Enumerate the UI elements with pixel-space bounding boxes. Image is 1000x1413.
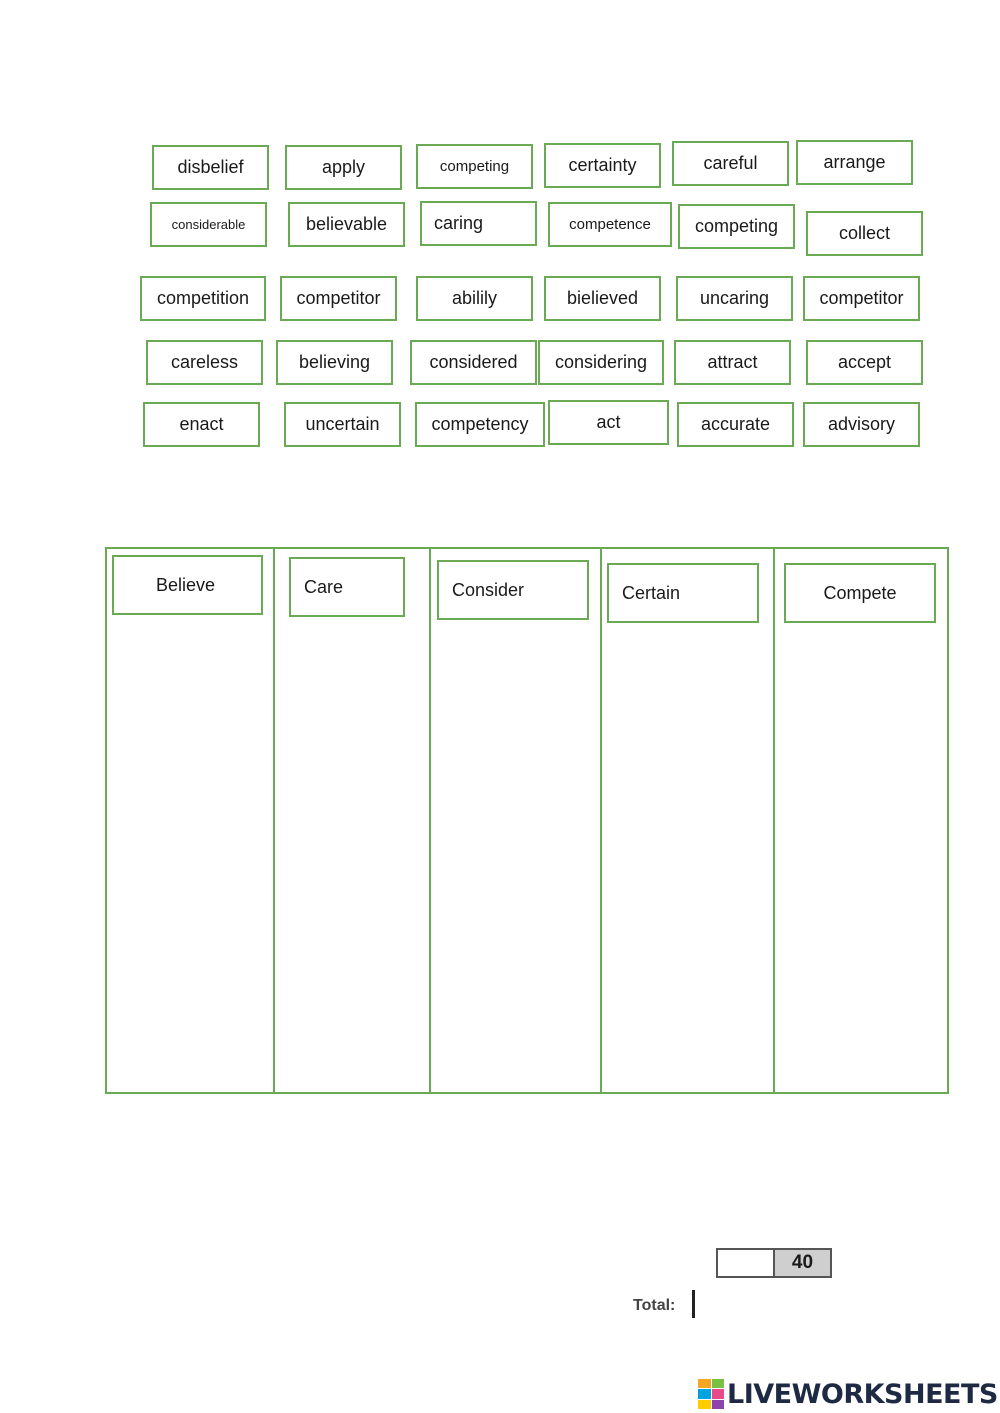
word-tile[interactable]: competitor — [803, 276, 920, 321]
word-tile[interactable]: disbelief — [152, 145, 269, 190]
score-input[interactable] — [718, 1250, 775, 1276]
word-tile[interactable]: advisory — [803, 402, 920, 447]
dropzone-care[interactable] — [277, 549, 431, 1092]
column-divider — [429, 549, 431, 1092]
category-header-compete: Compete — [784, 563, 936, 623]
word-tile[interactable]: competence — [548, 202, 672, 247]
word-tile[interactable]: act — [548, 400, 669, 445]
column-divider — [273, 549, 275, 1092]
word-tile[interactable]: enact — [143, 402, 260, 447]
word-tile[interactable]: certainty — [544, 143, 661, 188]
dropzone-consider[interactable] — [433, 549, 602, 1092]
liveworksheets-logo-icon — [698, 1379, 724, 1409]
column-divider — [773, 549, 775, 1092]
category-header-believe: Believe — [112, 555, 263, 615]
word-tile[interactable]: apply — [285, 145, 402, 190]
word-tile[interactable]: believing — [276, 340, 393, 385]
column-divider — [600, 549, 602, 1092]
word-tile[interactable]: accurate — [677, 402, 794, 447]
dropzone-compete[interactable] — [777, 549, 947, 1092]
word-tile[interactable]: abilily — [416, 276, 533, 321]
score-box — [716, 1248, 832, 1278]
word-tile[interactable]: accept — [806, 340, 923, 385]
word-tile[interactable]: competitor — [280, 276, 397, 321]
word-tile[interactable]: uncertain — [284, 402, 401, 447]
word-tile[interactable]: careful — [672, 141, 789, 186]
score-max: 40 — [775, 1250, 830, 1276]
word-tile[interactable]: careless — [146, 340, 263, 385]
category-header-consider: Consider — [437, 560, 589, 620]
word-tile[interactable]: competition — [140, 276, 266, 321]
word-tile[interactable]: uncaring — [676, 276, 793, 321]
category-header-certain: Certain — [607, 563, 759, 623]
word-tile[interactable]: believable — [288, 202, 405, 247]
brand-logo[interactable] — [698, 1378, 998, 1410]
category-header-care: Care — [289, 557, 405, 617]
dropzone-certain[interactable] — [604, 549, 775, 1092]
word-tile[interactable]: bielieved — [544, 276, 661, 321]
word-tile[interactable]: competency — [415, 402, 545, 447]
word-tile[interactable]: competing — [416, 144, 533, 189]
word-tile[interactable]: competing — [678, 204, 795, 249]
word-tile[interactable]: arrange — [796, 140, 913, 185]
word-tile[interactable]: considered — [410, 340, 537, 385]
total-label: Total: — [633, 1297, 676, 1314]
dropzone-believe[interactable] — [107, 549, 275, 1092]
sorting-table — [105, 547, 949, 1094]
text-cursor — [692, 1290, 695, 1318]
brand-name: LIVEWORKSHEETS — [727, 1378, 998, 1410]
word-tile[interactable]: caring — [420, 201, 537, 246]
word-tile[interactable]: collect — [806, 211, 923, 256]
word-tile[interactable]: considerable — [150, 202, 267, 247]
word-tile[interactable]: considering — [538, 340, 664, 385]
word-tile[interactable]: attract — [674, 340, 791, 385]
